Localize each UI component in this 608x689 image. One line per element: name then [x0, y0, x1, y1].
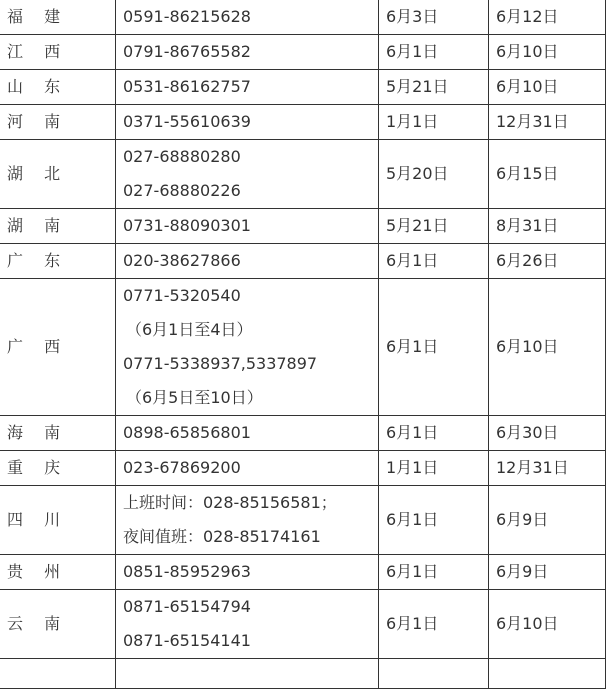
end-date-cell: 6月9日 — [489, 555, 606, 590]
start-date-cell: 6月1日 — [379, 35, 489, 70]
phone-cell — [116, 0, 379, 35]
start-date-cell: 6月1日 — [379, 416, 489, 451]
phone-number: 027-68880226 — [123, 181, 241, 200]
start-date-cell: 6月1日 — [379, 279, 489, 416]
empty-cell — [379, 659, 489, 689]
end-date-cell: 8月31日 — [489, 209, 606, 244]
province-cell: 重 庆 — [0, 451, 116, 486]
start-date-cell: 5月20日 — [379, 140, 489, 209]
table-row — [0, 105, 606, 140]
end-date-cell: 6月10日 — [489, 590, 606, 659]
table-row — [0, 451, 606, 486]
phone-cell — [116, 486, 379, 555]
province-cell: 山 东 — [0, 70, 116, 105]
phone-number: 023-67869200 — [123, 458, 241, 477]
table-row — [0, 70, 606, 105]
phone-number: 0871-65154141 — [123, 631, 251, 650]
province-cell: 河 南 — [0, 105, 116, 140]
empty-cell — [116, 659, 379, 689]
phone-cell — [116, 590, 379, 659]
table-row — [0, 35, 606, 70]
end-date-cell: 6月10日 — [489, 70, 606, 105]
province-cell: 福 建 — [0, 0, 116, 35]
end-date-cell: 12月31日 — [489, 105, 606, 140]
phone-number: 027-68880280 — [123, 147, 241, 166]
province-cell: 云 南 — [0, 590, 116, 659]
end-date-cell: 6月26日 — [489, 244, 606, 279]
table-row — [0, 659, 606, 689]
phone-number: 020-38627866 — [123, 251, 241, 270]
phone-number: 0771-5320540 — [123, 286, 241, 305]
start-date-cell: 6月1日 — [379, 244, 489, 279]
start-date-cell: 6月1日 — [379, 555, 489, 590]
start-date-cell: 1月1日 — [379, 451, 489, 486]
empty-cell — [489, 659, 606, 689]
phone-number: 0791-86765582 — [123, 42, 251, 61]
phone-number: 夜间值班：028-85174161 — [123, 527, 321, 546]
phone-number: 0871-65154794 — [123, 597, 251, 616]
end-date-cell: 12月31日 — [489, 451, 606, 486]
phone-note: （6月1日至4日） — [126, 320, 253, 339]
end-date-cell: 6月12日 — [489, 0, 606, 35]
end-date-cell: 6月10日 — [489, 279, 606, 416]
province-cell: 海 南 — [0, 416, 116, 451]
phone-number: 0898-65856801 — [123, 423, 251, 442]
province-cell: 广 西 — [0, 279, 116, 416]
table-row — [0, 416, 606, 451]
phone-number: 上班时间：028-85156581； — [123, 493, 337, 512]
phone-cell — [116, 70, 379, 105]
start-date-cell: 5月21日 — [379, 209, 489, 244]
phone-cell — [116, 279, 379, 416]
phone-note: （6月5日至10日） — [126, 388, 263, 407]
phone-cell — [116, 451, 379, 486]
start-date-cell: 5月21日 — [379, 70, 489, 105]
phone-cell — [116, 244, 379, 279]
phone-cell — [116, 105, 379, 140]
table-row — [0, 244, 606, 279]
province-cell: 江 西 — [0, 35, 116, 70]
table-row — [0, 486, 606, 555]
end-date-cell: 6月9日 — [489, 486, 606, 555]
table-row — [0, 209, 606, 244]
start-date-cell: 1月1日 — [379, 105, 489, 140]
start-date-cell: 6月1日 — [379, 486, 489, 555]
phone-number: 0591-86215628 — [123, 7, 251, 26]
end-date-cell: 6月15日 — [489, 140, 606, 209]
table-row — [0, 140, 606, 209]
end-date-cell: 6月30日 — [489, 416, 606, 451]
phone-cell — [116, 35, 379, 70]
phone-number: 0731-88090301 — [123, 216, 251, 235]
phone-number: 0771-5338937,5337897 — [123, 354, 318, 373]
phone-number: 0531-86162757 — [123, 77, 251, 96]
phone-number: 0851-85952963 — [123, 562, 251, 581]
table-row — [0, 555, 606, 590]
province-cell: 贵 州 — [0, 555, 116, 590]
start-date-cell: 6月1日 — [379, 590, 489, 659]
table-row — [0, 0, 606, 35]
phone-cell — [116, 416, 379, 451]
province-cell: 湖 南 — [0, 209, 116, 244]
province-cell: 广 东 — [0, 244, 116, 279]
province-cell: 四 川 — [0, 486, 116, 555]
phone-cell — [116, 140, 379, 209]
table-row — [0, 590, 606, 659]
phone-number: 0371-55610639 — [123, 112, 251, 131]
phone-cell — [116, 555, 379, 590]
end-date-cell: 6月10日 — [489, 35, 606, 70]
empty-cell — [0, 659, 116, 689]
start-date-cell: 6月3日 — [379, 0, 489, 35]
province-cell: 湖 北 — [0, 140, 116, 209]
phone-cell — [116, 209, 379, 244]
table-row — [0, 279, 606, 416]
